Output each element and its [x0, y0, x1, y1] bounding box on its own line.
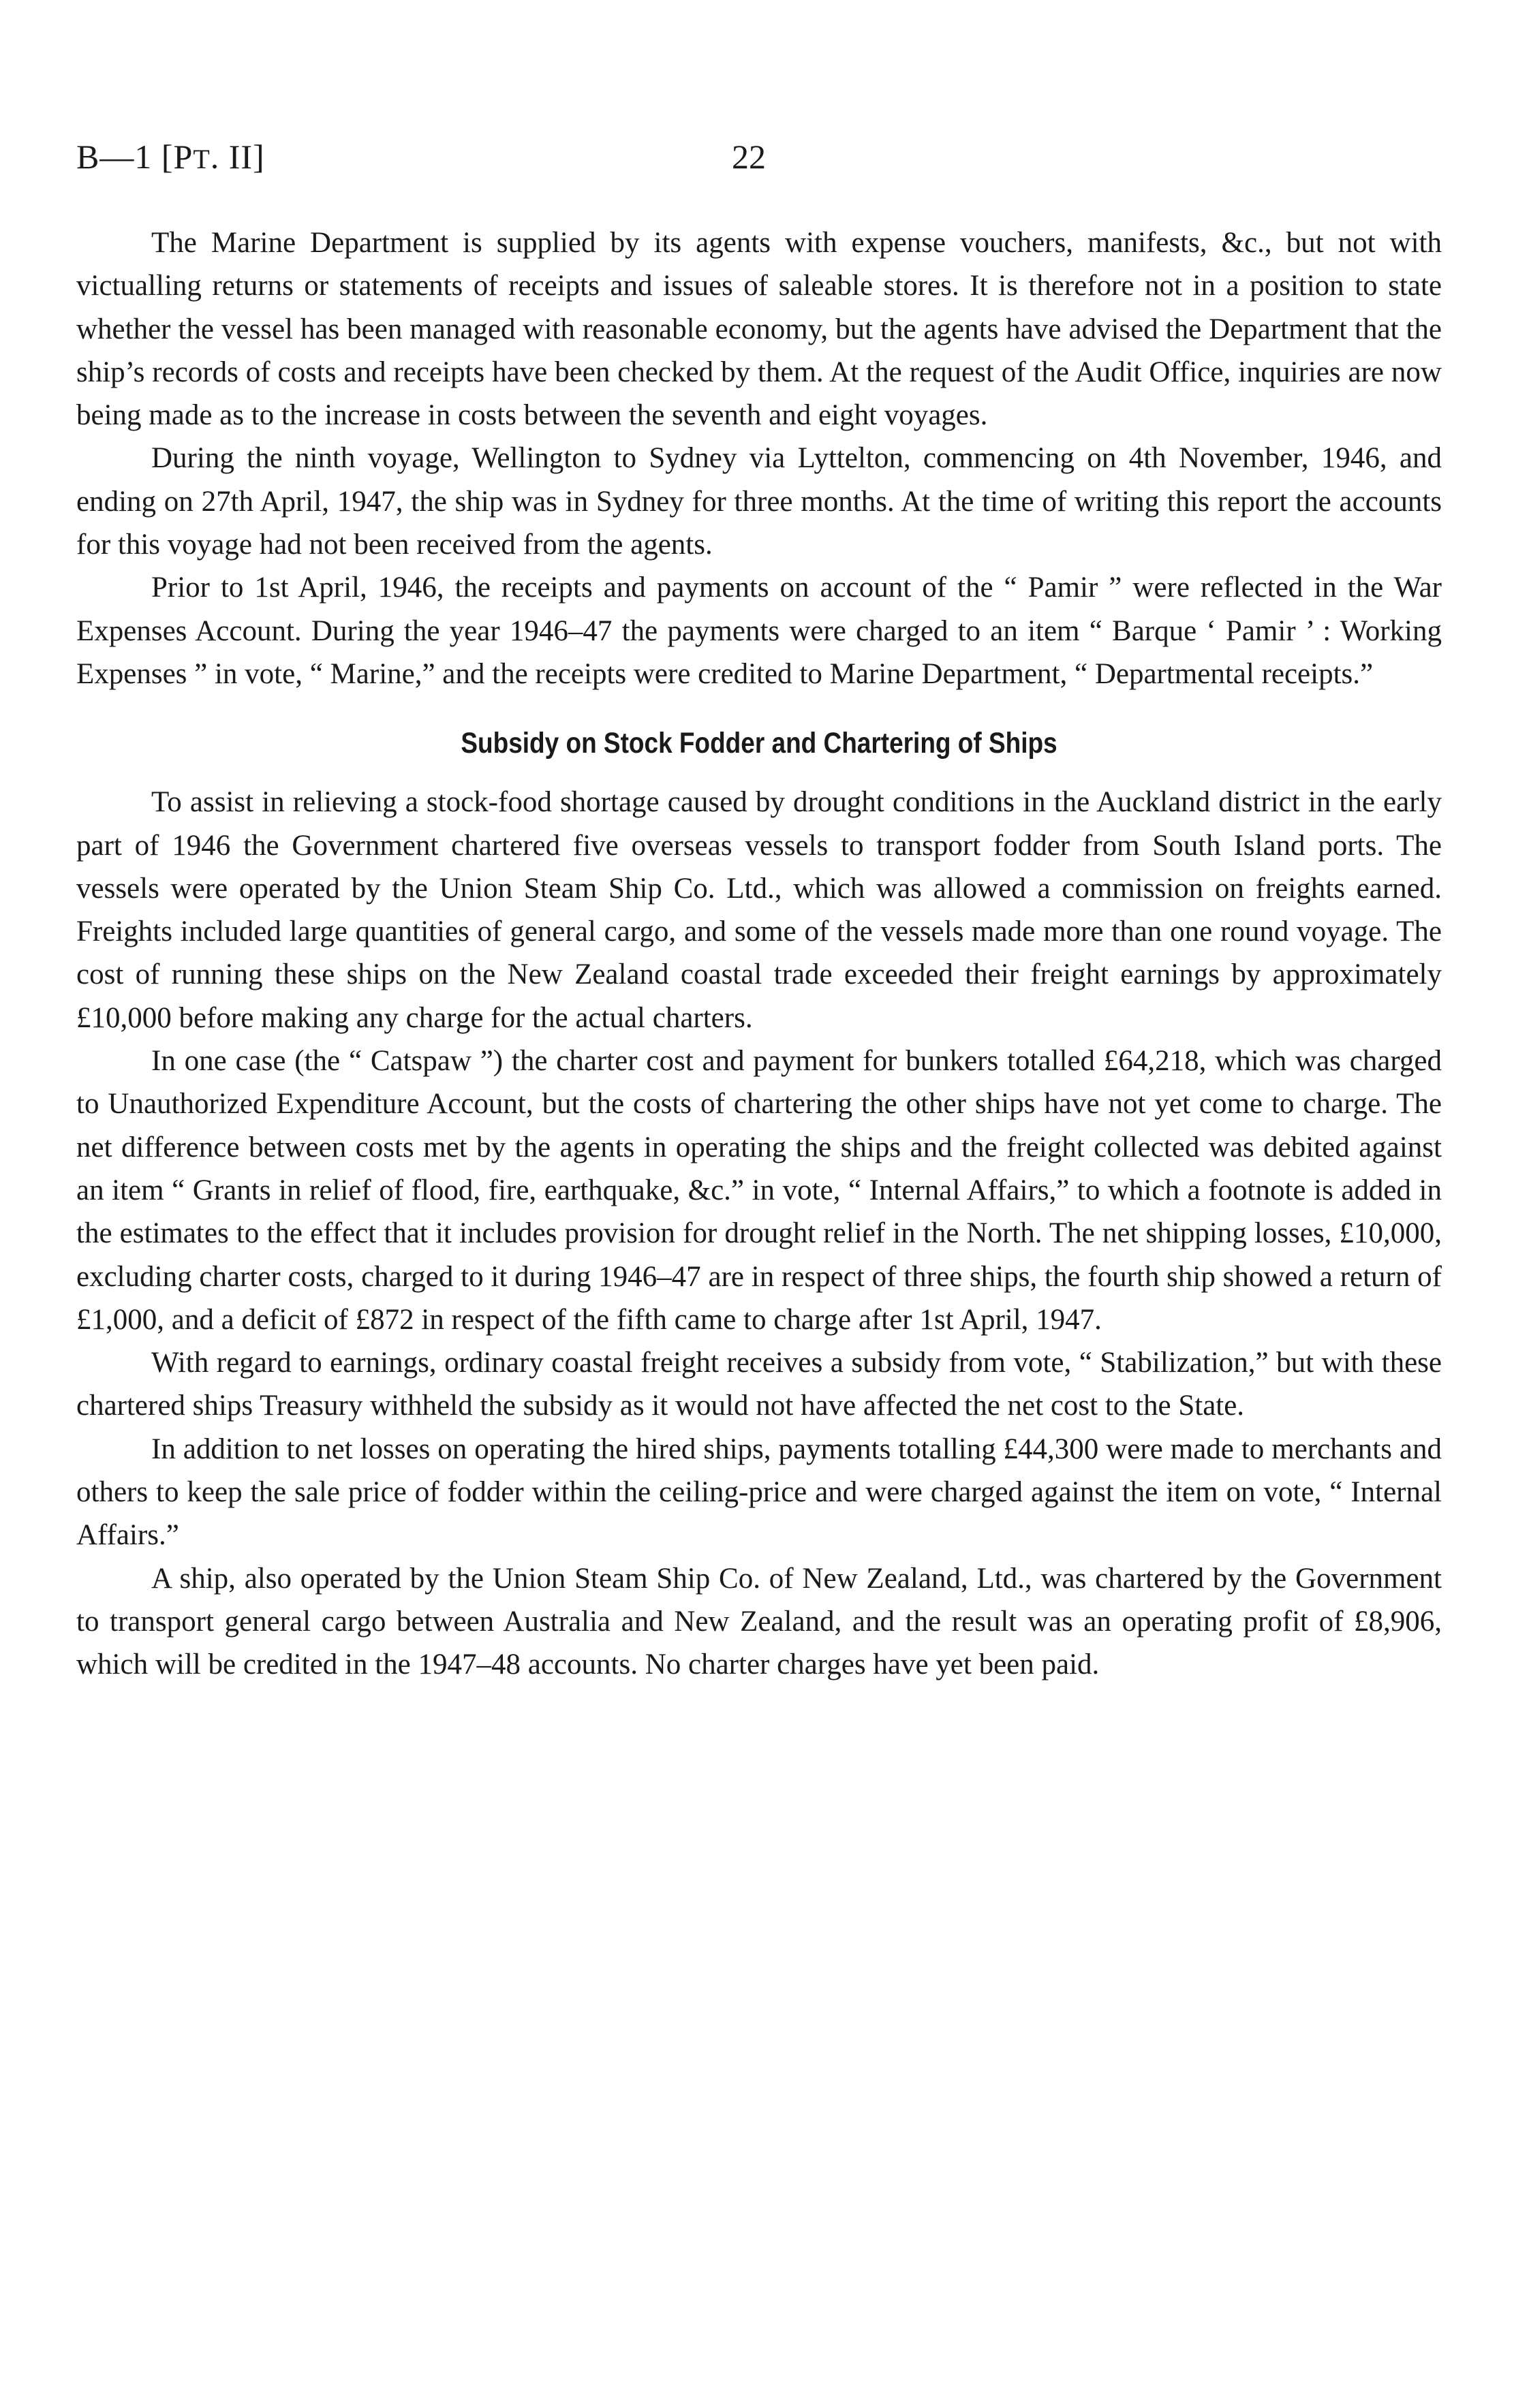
paragraph: In addition to net losses on operating the hired ships, payments totalling £44,300 were made to merchants and others to keep the sale price of fodder within the ceiling-price and were charged against the item on vote, “ Internal Affairs.” — [76, 1433, 1442, 1552]
doc-ref-tail: . II] — [210, 138, 265, 176]
doc-ref-smallcaps: T — [193, 144, 211, 174]
document-page — [76, 133, 1442, 1687]
paragraph: To assist in relieving a stock-food shortage caused by drought conditions in the Auckland district in the early part of 1946 the Government chartered five overseas vessels to transport fodder from South Island ports. The vessels were operated by the Union Steam Ship Co. Ltd., which was allowed a commission on freights earned. Freights included large quantities of general cargo, and some of the vessels made more than one round voyage. The cost of running these ships on the New Zealand coastal trade exceeded their freight earnings by approximately £10,000 before making any charge for the actual charters. — [76, 786, 1442, 1034]
paragraph: The Marine Department is supplied by its agents with expense vouchers, manifests, &c., but not with victualling returns or statements of receipts and issues of saleable stores. It is therefore not in a position to state whether the vessel has been managed with reasonable economy, but the agents have advised the Department that the ship’s records of costs and receipts have been checked by them. At the request of the Audit Office, inquiries are now being made as to the increase in costs between the seventh and eight voyages. — [76, 227, 1442, 432]
doc-ref-main: B—1 [P — [76, 138, 194, 176]
document-reference — [76, 133, 265, 183]
paragraph: During the ninth voyage, Wellington to Sydney via Lyttelton, commencing on 4th November, 1946, and ending on 27th April, 1947, the ship was in Sydney for three months. At the time of writing this report the accounts for this voyage had not been received from the agents. — [76, 442, 1442, 561]
running-header — [76, 133, 1442, 181]
paragraph: In one case (the “ Catspaw ”) the charter cost and payment for bunkers totalled £64,218, which was charged to Unauthorized Expenditure Account, but the costs of chartering the other ships have not yet come to charge. The net difference between costs met by the agents in operating the ships and the freight collected was debited against an item “ Grants in relief of flood, fire, earthquake, &c.” in vote, “ Internal Affairs,” to which a footnote is added in the estimates to the effect that it includes provision for drought relief in the North. The net shipping losses, £10,000, excluding charter costs, charged to it during 1946–47 are in respect of three ships, the fourth ship showed a return of £1,000, and a deficit of £872 in respect of the fifth came to charge after 1st April, 1947. — [76, 1045, 1442, 1336]
paragraph: A ship, also operated by the Union Steam Ship Co. of New Zealand, Ltd., was chartered by the Government to transport general cargo between Australia and New Zealand, and the result was an operating profit of £8,906, which will be credited in the 1947–48 accounts. No charter charges have yet been paid. — [76, 1562, 1442, 1681]
paragraph: With regard to earnings, ordinary coastal freight receives a subsidy from vote, “ Stabilization,” but with these chartered ships Treasury withheld the subsidy as it would not have affected the net cost to the State. — [76, 1347, 1442, 1422]
section-heading: Subsidy on Stock Fodder and Chartering of Ships — [461, 727, 1057, 760]
body-text — [76, 221, 1442, 1687]
page-number: 22 — [732, 138, 766, 176]
paragraph: Prior to 1st April, 1946, the receipts and payments on account of the “ Pamir ” were reflected in the War Expenses Account. During the year 1946–47 the payments were charged to an item “ Barque ‘ Pamir ’ : Working Expenses ” in vote, “ Marine,” and the receipts were credited to Marine Department, “ Departmental receipts.” — [76, 572, 1442, 690]
